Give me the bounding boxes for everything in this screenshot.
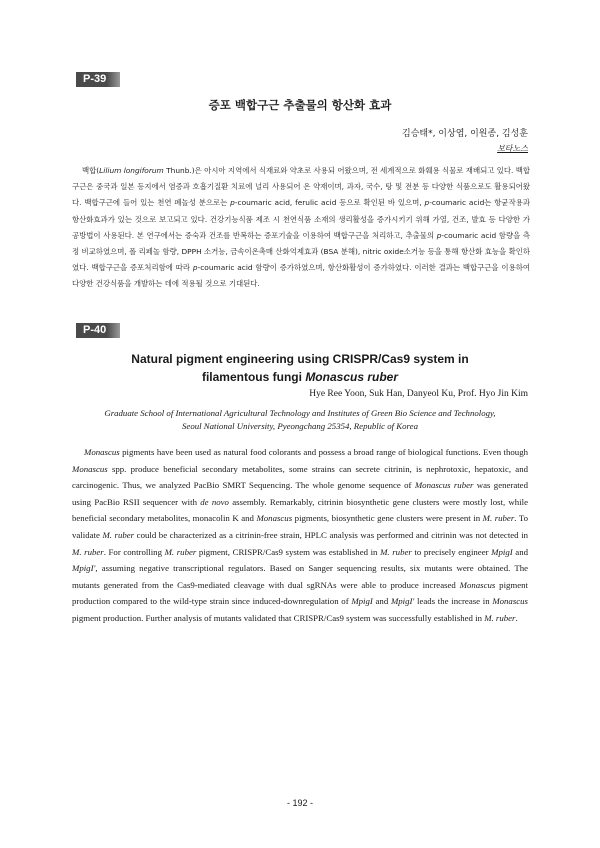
species-name: Monascus ruber xyxy=(305,370,399,384)
abstract-title-p40 xyxy=(0,350,600,386)
page-number: - 192 - xyxy=(286,798,313,808)
authors-p40: Hye Ree Yoon, Suk Han, Danyeol Ku, Prof. Hyo Jin Kim xyxy=(309,389,528,399)
abstract-id-badge-p39: P-39 xyxy=(76,72,120,87)
affiliation-p40: Graduate School of International Agricultural Technology and Institutes of Green Bio Science and Technology, Seoul National University, Pyeongchang 25354, Republic of Korea xyxy=(104,408,496,431)
authors-p39: 김승태*, 이상엽, 이원종, 김성훈 xyxy=(402,129,528,139)
abstract-id-badge-p40: P-40 xyxy=(76,323,120,338)
affiliation-p39: 보타노스 xyxy=(497,144,528,153)
abstract-body-p40: Monascus pigments have been used as natural food colorants and possess a broad range of biological functions. Even though Monascus spp. produce beneficial secondary metabolites, some strains can secrete citrinin, is nephrotoxic, hepatoxic, and carcinogenic. Thus, we analyzed PacBio SMRT Sequencing. The whole genome sequence of Monascus ruber was generated using PacBio RSII sequencer with de novo assembly. Remarkably, citrinin biosynthetic gene clusters were mostly lost, while beneficial secondary metabolites, monacolin K and Monascus pigments, biosynthetic gene clusters were present in M. ruber. To validate M. ruber could be characterized as a citrinin-free strain, HPLC analysis was performed and citrinin was not detected in M. ruber. For controlling M. ruber pigment, CRISPR/Cas9 system was established in M. ruber to precisely engineer MpigI and MpigI', assuming negative transcriptional regulators. Based on Sanger sequencing results, six mutants were obtained. The mutants generated from the Cas9-mediated cleavage with dual sgRNAs were able to produce increased Monascus pigment production compared to the wild-type strain since induced-downregulation of MpigI and MpigI' leads the increase in Monascus pigment production. Further analysis of mutants validated that CRISPR/Cas9 system was successfully established in M. ruber. xyxy=(72,447,528,623)
title-line-2: filamentous fungi Monascus ruber xyxy=(201,370,399,384)
abstract-title-p39: 증포 백합구근 추출물의 항산화 효과 xyxy=(208,98,392,112)
abstract-body-p39: 백합(Lilium longiforum Thunb.)은 아시아 지역에서 식재료와 약초로 사용되 어왔으며, 전 세계적으로 화훼용 식물로 재배되고 있다. 백합구근은 중국과 일본 등지에서 염증과 호흡기질환 치료에 널리 사용되어 온 약재이며, 과자, 국수, 탕 및 전분 등 다양한 식품으로도 활용되어왔다. 백합구근에 들어 있는 천연 폐놀성 분으로는 p-coumaric acid, ferulic acid 등으로 확인된 바 있으며, p-coumaric acid는 항균작용과 항산화효과가 있는 것으로 보고되고 있다. 건강기능식품 제조 시 천연식품 소재의 생리활성을 증가시키기 위해 가열, 건조, 발효 등 다양한 가 공방법이 사용된다. 본 연구에서는 증숙과 건조를 반복하는 증포기술을 이용하여 백합구근을 처리하고, 추출물의 p-coumaric acid 함량을 측정 비교하였으며, 폴 리페놀 함량, DPPH 소거능, 금속이온촉매 산화억제효과 (BSA 분해), nitric oxide소거능 등을 통해 항산화 효능을 확인하였다. 백합구근을 증포처리함에 따라 p-coumaric acid 함량이 증가하였으며, 항산화활성이 증가하였다. 이러한 결과는 백합구근을 이용하여 다양한 건강식품을 개발하는 데에 적용될 것으로 기대된다. xyxy=(72,166,531,289)
title-line-1: Natural pigment engineering using CRISPR/Cas9 system in xyxy=(131,352,469,366)
